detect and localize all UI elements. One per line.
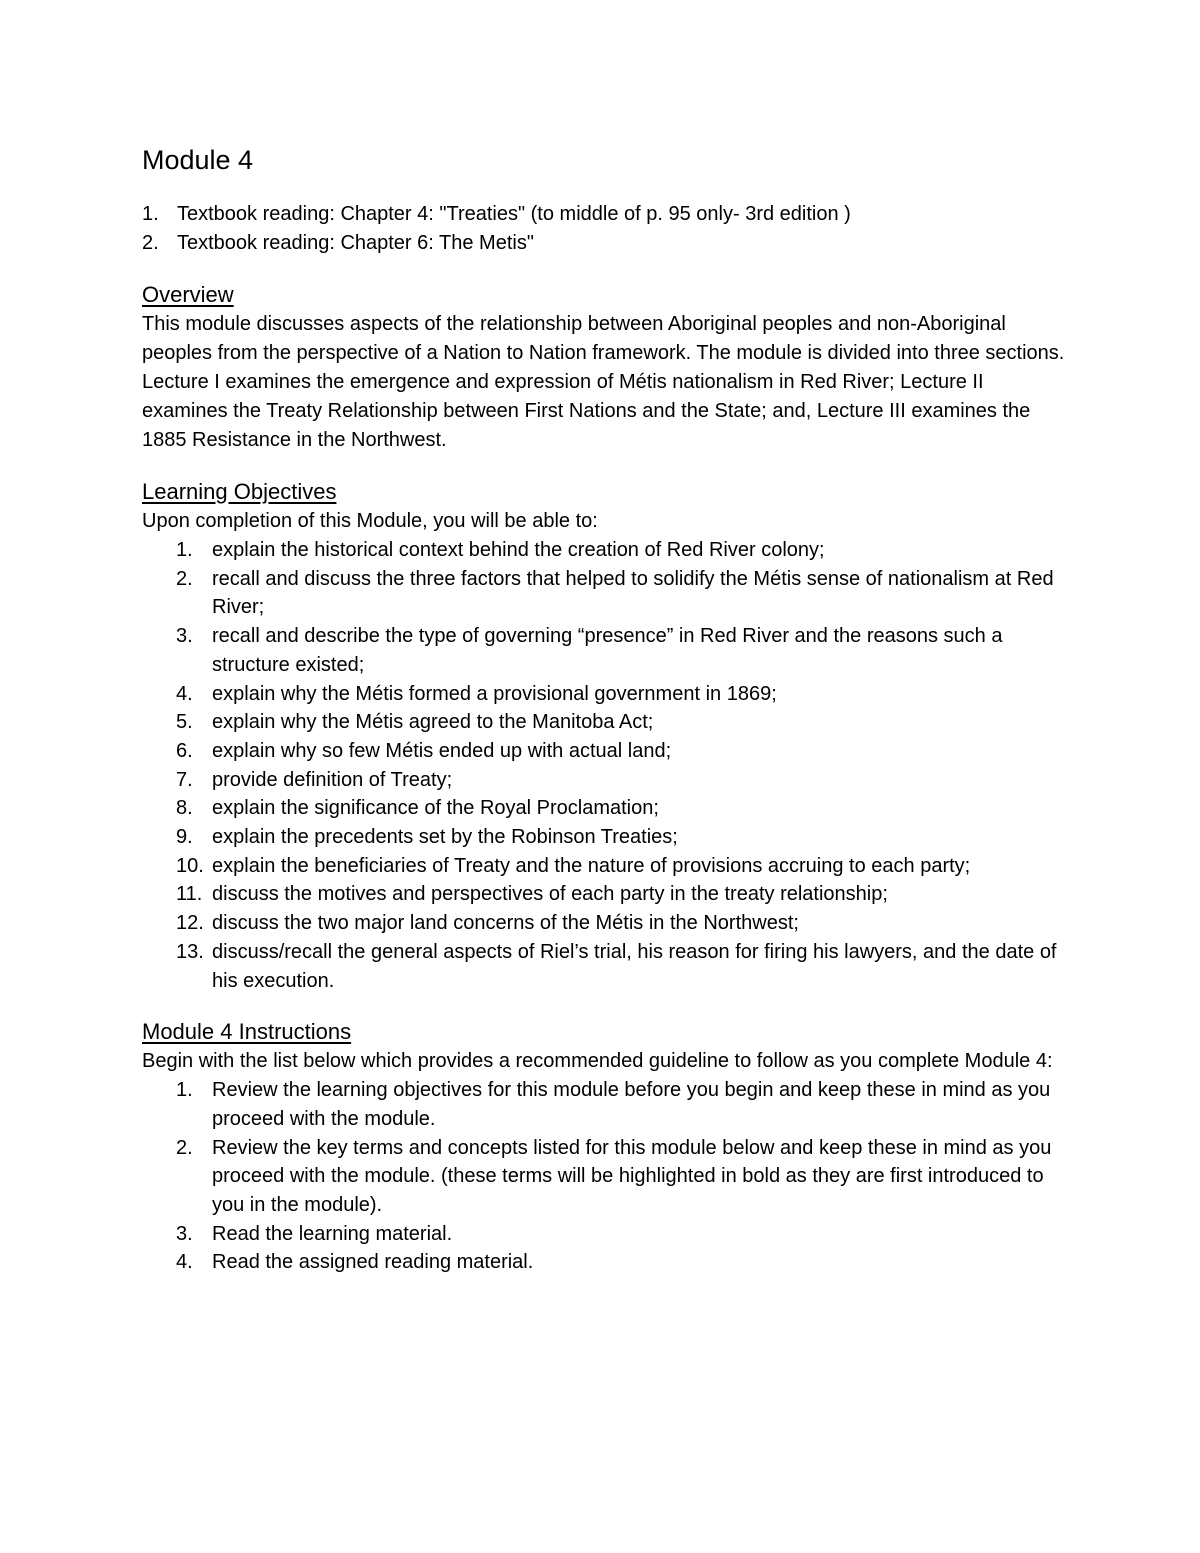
list-number: 1. (176, 539, 193, 561)
list-text: provide definition of Treaty; (212, 768, 453, 791)
list-item (142, 536, 1072, 565)
list-item (142, 938, 1072, 995)
overview-heading: Overview (142, 282, 234, 307)
list-item (142, 200, 1072, 229)
list-text: recall and discuss the three factors that helped to solidify the Métis sense of nationalism at Red River; (212, 567, 1054, 619)
list-text: recall and describe the type of governing “presence” in Red River and the reasons such a structure existed; (212, 625, 1003, 676)
list-number: 2. (176, 567, 193, 590)
list-number: 8. (176, 797, 193, 820)
list-text: explain why the Métis formed a provisional government in 1869; (212, 682, 777, 705)
list-text: discuss/recall the general aspects of Riel’s trial, his reason for firing his lawyers, and the date of his execution. (212, 940, 1057, 992)
list-item (142, 622, 1072, 679)
list-item (142, 823, 1072, 852)
list-item (142, 708, 1072, 737)
list-text: Review the learning objectives for this module before you begin and keep these in mind as you proceed with the module. (212, 1079, 1051, 1130)
list-text: Read the learning material. (212, 1222, 453, 1245)
list-item (142, 737, 1072, 766)
list-number: 12. (176, 912, 204, 935)
list-item (142, 852, 1072, 881)
list-text: explain why the Métis agreed to the Manitoba Act; (212, 711, 654, 734)
objectives-intro: Upon completion of this Module, you will be able to: (142, 510, 598, 532)
list-number: 2. (176, 1136, 193, 1159)
list-number: 1. (176, 1079, 193, 1102)
list-number: 7. (176, 768, 193, 791)
list-number: 3. (176, 625, 193, 648)
list-text: explain why so few Métis ended up with actual land; (212, 739, 672, 762)
list-number: 4. (176, 1251, 193, 1274)
list-text: explain the historical context behind the creation of Red River colony; (212, 539, 825, 561)
objectives-heading: Learning Objectives (142, 479, 337, 504)
list-item (142, 766, 1072, 795)
list-item (142, 1248, 1072, 1277)
list-text: discuss the motives and perspectives of each party in the treaty relationship; (212, 883, 888, 906)
list-item (142, 1134, 1072, 1220)
objectives-list (142, 536, 1072, 995)
list-number: 2. (142, 232, 159, 254)
instructions-heading: Module 4 Instructions (142, 1019, 352, 1045)
page-title: Module 4 (142, 145, 254, 175)
instructions-intro: Begin with the list below which provides a recommended guideline to follow as you complete Module 4: (142, 1050, 1053, 1073)
list-item (142, 880, 1072, 909)
list-text: discuss the two major land concerns of the Métis in the Northwest; (212, 912, 799, 935)
list-number: 6. (176, 739, 193, 762)
instructions-list (142, 1076, 1072, 1277)
list-text: Textbook reading: Chapter 4: "Treaties" (to middle of p. 95 only- 3rd edition ) (177, 203, 851, 225)
list-item (142, 909, 1072, 938)
list-text: explain the significance of the Royal Proclamation; (212, 797, 659, 820)
list-item (142, 1220, 1072, 1249)
list-item (142, 565, 1072, 622)
list-number: 4. (176, 682, 193, 705)
reading-list (142, 200, 1072, 258)
list-text: Review the key terms and concepts listed for this module below and keep these in mind as you proceed with the module. (these terms will be highlighted in bold as they are first introduced to you in the module). (212, 1136, 1052, 1217)
list-number: 10. (176, 854, 204, 877)
document-page (142, 140, 1072, 1277)
list-text: explain the beneficiaries of Treaty and the nature of provisions accruing to each party; (212, 854, 971, 877)
list-number: 1. (142, 203, 159, 225)
list-item (142, 1076, 1072, 1133)
list-item (142, 229, 1072, 258)
list-number: 11. (176, 883, 203, 906)
list-number: 3. (176, 1222, 193, 1245)
list-text: Read the assigned reading material. (212, 1251, 534, 1274)
list-text: Textbook reading: Chapter 6: The Metis" (177, 232, 534, 254)
list-number: 9. (176, 826, 193, 849)
overview-text: This module discusses aspects of the relationship between Aboriginal peoples and non-Aboriginal peoples from the perspective of a Nation to Nation framework. The module is divided into three sections. Lecture I examines the emergence and expression of Métis nationalism in Red River; Lecture II examines the Treaty Relationship between First Nations and the State; and, Lecture III examines the 1885 Resistance in the Northwest. (142, 313, 1065, 451)
list-number: 13. (176, 940, 204, 963)
list-number: 5. (176, 711, 193, 734)
list-item (142, 680, 1072, 709)
list-text: explain the precedents set by the Robinson Treaties; (212, 826, 678, 849)
list-item (142, 794, 1072, 823)
